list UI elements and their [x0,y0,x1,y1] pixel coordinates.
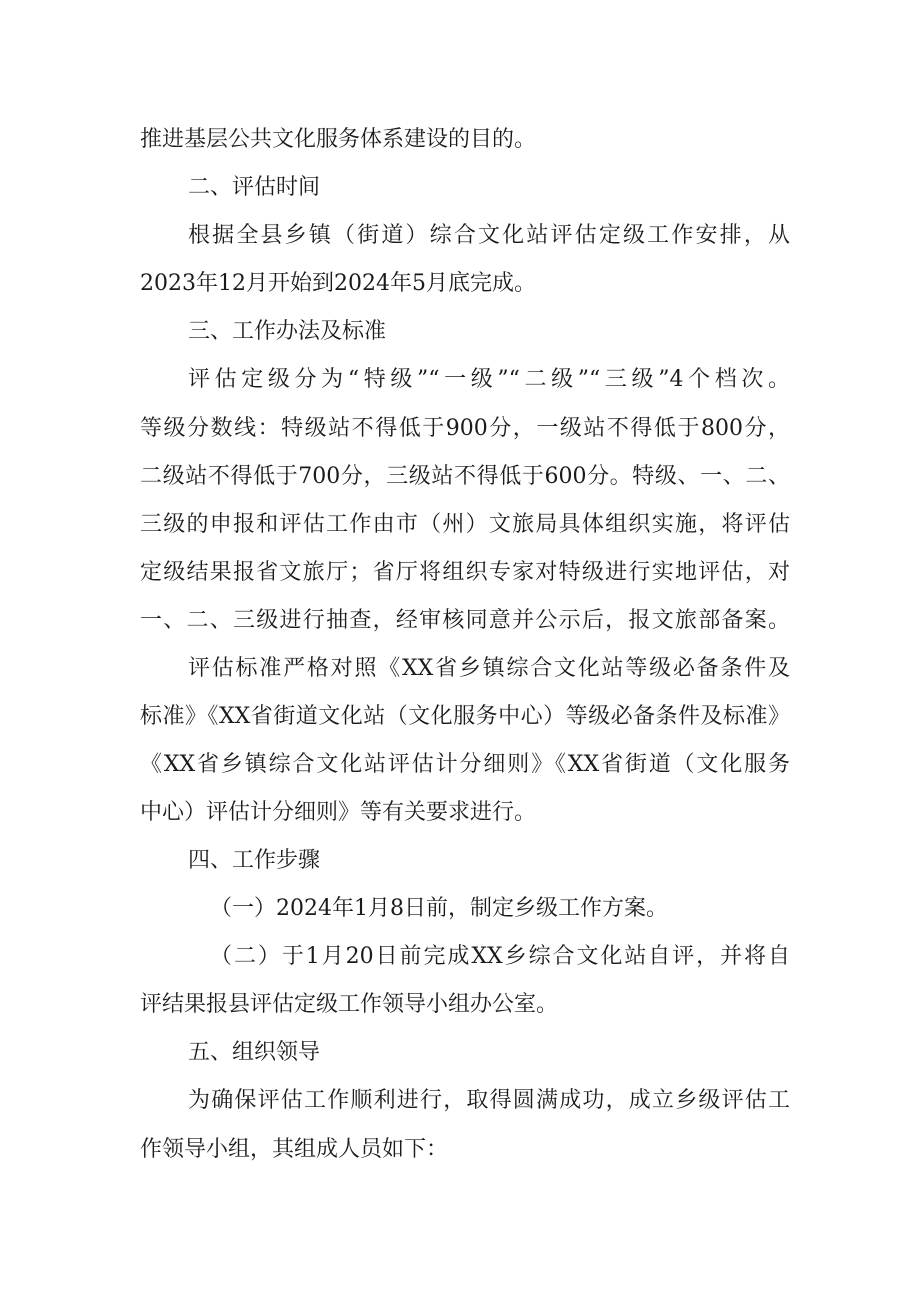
text-line: （二）于1月20日前完成XX乡综合文化站自评，并将自 [210,944,790,969]
text-line: 评结果报县评估定级工作领导小组办公室。 [140,992,559,1017]
text-line: 作领导小组，其组成人员如下： [140,1137,449,1162]
text-line: 标准》《XX省街道文化站（文化服务中心）等级必备条件及标准》 [140,704,790,729]
section-heading: 四、工作步骤 [188,848,321,873]
text-line: 等级分数线：特级站不得低于900分，一级站不得低于800分， [140,416,790,441]
text-line: 推进基层公共文化服务体系建设的目的。 [140,127,537,152]
text-line: 为确保评估工作顺利进行，取得圆满成功，成立乡级评估工 [188,1088,790,1113]
text-line: 一、二、三级进行抽查，经审核同意并公示后，报文旅部备案。 [140,608,790,633]
text-line: 评估定级分为“特级”“一级”“二级”“三级”4个档次。 [188,367,790,392]
text-line: 2023年12月开始到2024年5月底完成。 [140,271,536,296]
text-line: 评估标准严格对照《XX省乡镇综合文化站等级必备条件及 [188,656,790,681]
section-heading: 三、工作办法及标准 [188,319,387,344]
text-line: 定级结果报省文旅厅；省厅将组织专家对特级进行实地评估，对 [140,560,790,585]
text-line: 二级站不得低于700分，三级站不得低于600分。特级、一、二、 [140,464,790,489]
text-line: 三级的申报和评估工作由市（州）文旅局具体组织实施，将评估 [140,512,790,537]
section-heading: 二、评估时间 [188,175,321,200]
text-line: 中心）评估计分细则》等有关要求进行。 [140,800,537,825]
section-heading: 五、组织领导 [188,1040,321,1065]
text-line: 《XX省乡镇综合文化站评估计分细则》《XX省街道（文化服务 [140,752,790,777]
text-line: （一）2024年1月8日前，制定乡级工作方案。 [210,896,668,921]
text-line: 根据全县乡镇（街道）综合文化站评估定级工作安排，从 [188,223,790,248]
